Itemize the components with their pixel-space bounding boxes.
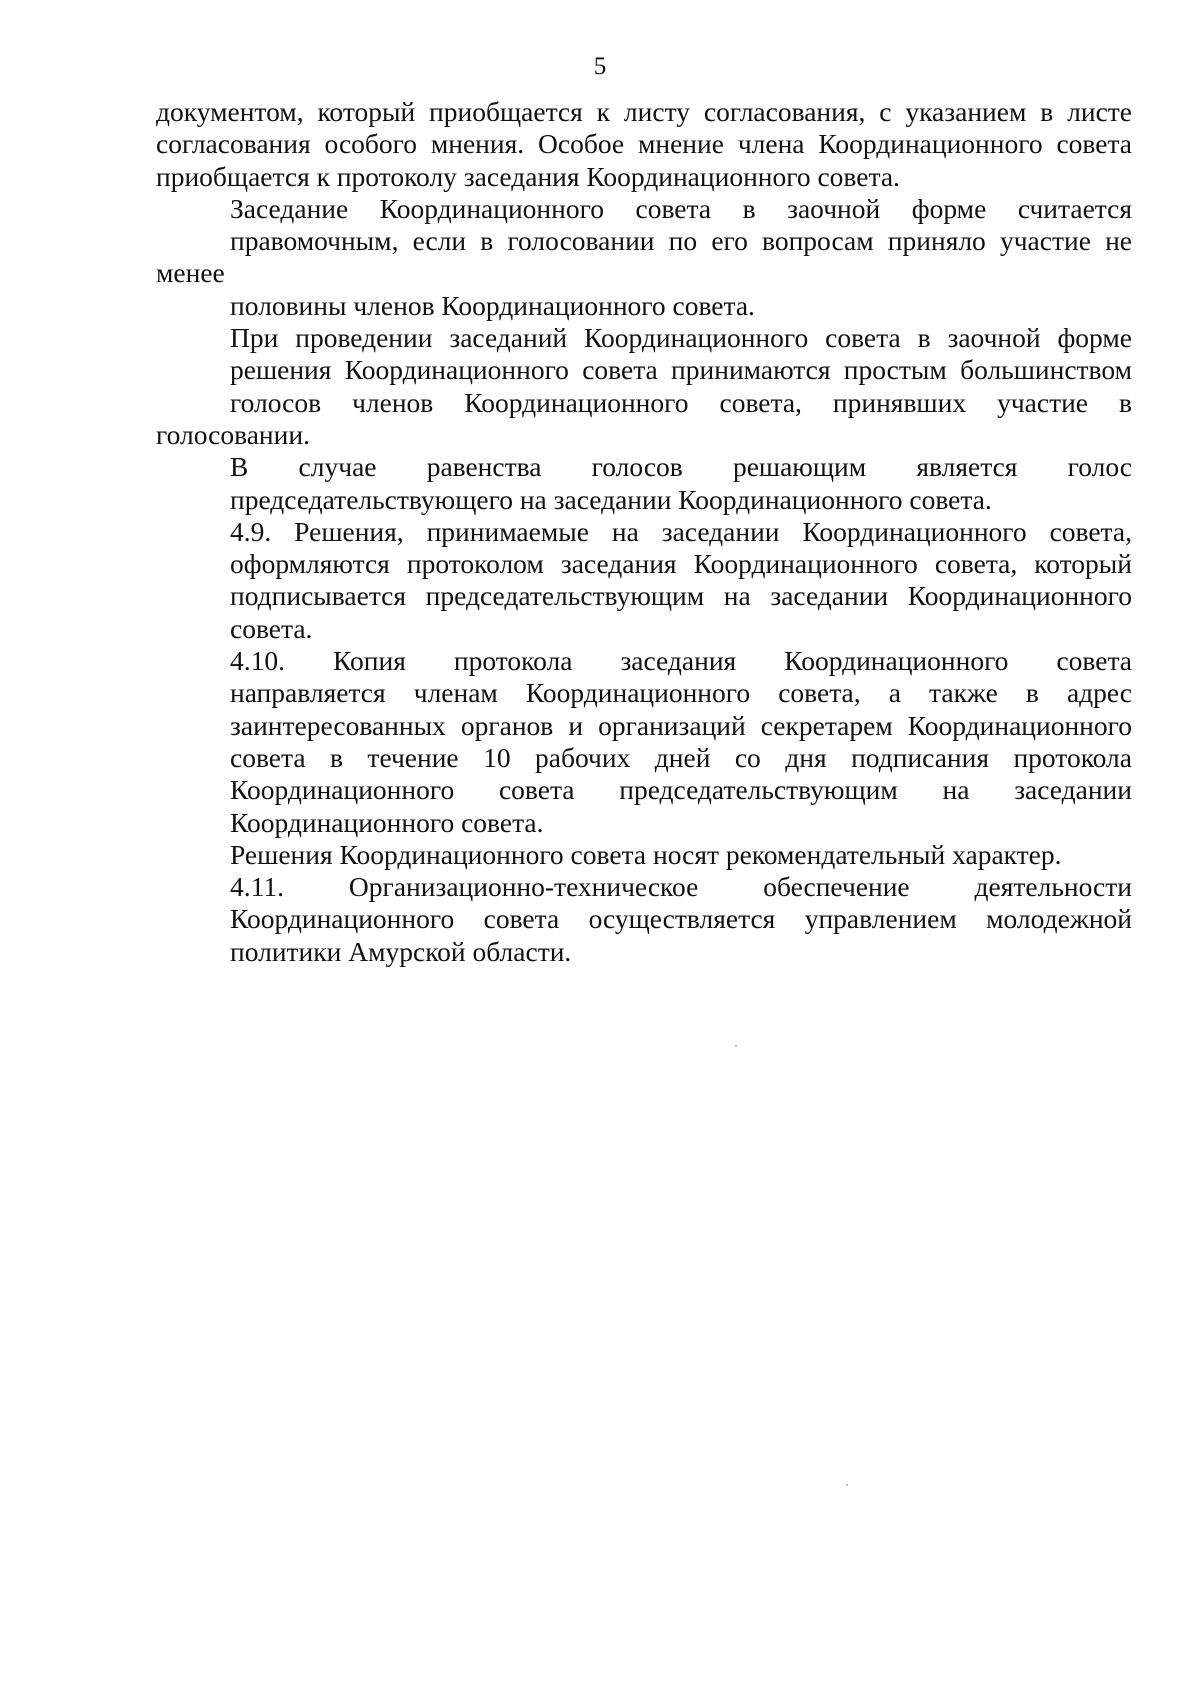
scan-speck [735, 1045, 737, 1047]
text-line: направляется членам Координационного совета, а также в адрес [230, 677, 1132, 709]
paragraph-voting-rules [156, 322, 1132, 516]
text-line: 4.9. Решения, принимаемые на заседании Координационного совета, [230, 515, 1132, 547]
text-line: голосов членов Координационного совета, принявших участие в голосовании. [156, 386, 1132, 450]
text-line: Решения Координационного совета носят рекомендательный характер. [230, 838, 1062, 870]
paragraph-section-4-10 [156, 645, 1132, 839]
text-line: В случае равенства голосов решающим является голос [230, 451, 1132, 483]
paragraph-section-4-9 [156, 516, 1132, 645]
scan-speck [846, 1484, 848, 1486]
text-line: 4.10. Копия протокола заседания Координационного совета [230, 645, 1132, 677]
text-line: Координационного совета. [230, 806, 544, 838]
text-line: председательствующего на заседании Координационного совета. [230, 483, 992, 515]
page-number: 5 [593, 53, 607, 80]
text-line: политики Амурской области. [230, 935, 572, 967]
text-line: Координационного совета председательствующим на заседании [230, 774, 1132, 806]
text-line: Заседание Координационного совета в заочной форме считается [230, 192, 1132, 224]
text-line: подписывается председательствующим на заседании Координационного [230, 580, 1132, 612]
document-body [156, 96, 1132, 968]
text-line: приобщается к протоколу заседания Координационного совета. [156, 160, 900, 192]
text-line: При проведении заседаний Координационного совета в заочной форме [230, 322, 1132, 354]
paragraph-recommendations [156, 839, 1132, 871]
text-line: оформляются протоколом заседания Координационного совета, который [230, 548, 1132, 580]
paragraph-quorum [156, 193, 1132, 322]
text-line: документом, который приобщается к листу согласования, с указанием в листе [156, 96, 1132, 127]
text-line: Координационного совета осуществляется управлением молодежной [230, 903, 1132, 935]
text-line: совета. [230, 612, 313, 644]
text-line: 4.11. Организационно-техническое обеспечение деятельности [230, 871, 1132, 903]
text-line: заинтересованных органов и организаций секретарем Координационного [230, 709, 1132, 741]
text-line: решения Координационного совета принимаются простым большинством [230, 354, 1132, 386]
text-line: согласования особого мнения. Особое мнение члена Координационного совета [156, 128, 1132, 160]
paragraph-section-4-11 [156, 871, 1132, 968]
text-line: правомочным, если в голосовании по его вопросам приняло участие не менее [156, 225, 1132, 289]
text-line: половины членов Координационного совета. [230, 289, 755, 321]
paragraph-dissenting-opinion [156, 96, 1132, 193]
text-line: совета в течение 10 рабочих дней со дня подписания протокола [230, 741, 1132, 773]
